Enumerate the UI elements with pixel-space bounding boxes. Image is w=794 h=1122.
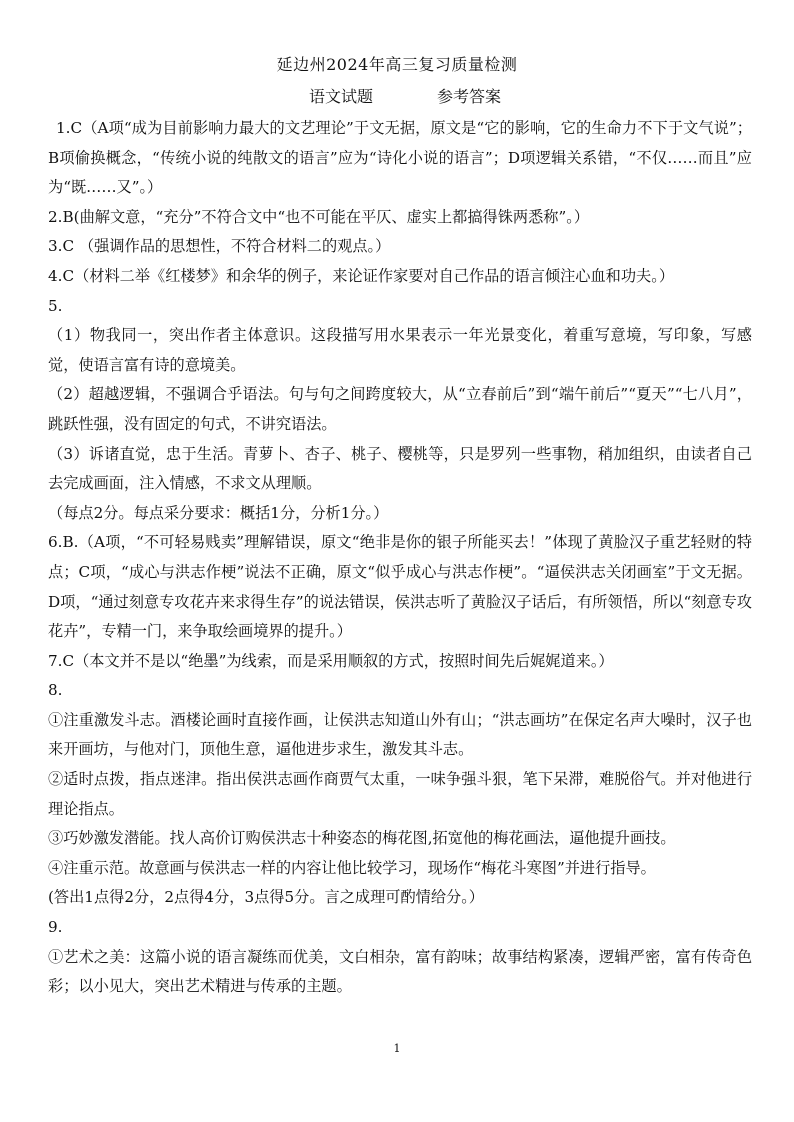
answer-q6: 6.B.（A项，“不可轻易贱卖”理解错误，原文“绝非是你的银子所能买去！”体现了黄脸汉子重艺轻财的特点；C项，“成心与洪志作梗”说法不正确，原文“似乎成心与洪志作梗”。“逼侯洪志关闭画室”于文无据。D项，“通过刻意专攻花卉来求得生存”的说法错误，侯洪志听了黄脸汉子话后，有所领悟，所以“刻意专攻花卉”，专精一门，来争取绘画境界的提升。） [48,533,752,641]
answer-q9-number: 9. [48,918,63,937]
answer-q5-scoring-note: （每点2分。每点采分要求：概括1分，分析1分。） [48,503,389,522]
answer-q5-point-1: （1）物我同一，突出作者主体意识。这段描写用水果表示一年光景变化，着重写意境，写印象，写感觉，使语言富有诗的意境美。 [48,326,752,374]
page-number: 1 [393,1042,401,1055]
answer-q8-point-3: ③巧妙激发潜能。找人高价订购侯洪志十种姿态的梅花图,拓宽他的梅花画法，逼他提升画技。 [48,829,676,848]
document-title: 延边州2024年高三复习质量检测 [276,55,518,74]
answer-q5-number: 5. [48,296,63,315]
answer-q5-point-3: （3）诉诸直觉，忠于生活。青萝卜、杏子、桃子、樱桃等，只是罗列一些事物，稍加组织，由读者自己去完成画面，注入情感，不求文从理顺。 [48,444,752,493]
answer-q4: 4.C（材料二举《红楼梦》和余华的例子，来论证作家要对自己作品的语言倾注心血和功夫。） [48,266,675,285]
answer-q8-point-1: ①注重激发斗志。酒楼论画时直接作画，让侯洪志知道山外有山；“洪志画坊”在保定名声大噪时，汉子也来开画坊，与他对门，顶他生意，逼他进步求生，激发其斗志。 [48,710,752,759]
answer-q8-number: 8. [48,681,63,700]
answer-q2: 2.B(曲解文意，“充分”不符合文中“也不可能在平仄、虚实上都搞得铢两悉称”。） [48,207,590,226]
answer-q3: 3.C （强调作品的思想性，不符合材料二的观点。） [48,237,391,256]
answer-key-label: 参考答案 [437,87,502,106]
answer-q8-scoring-note: (答出1点得2分，2点得4分，3点得5分。言之成理可酌情给分。） [48,888,484,907]
answer-q5-point-2: （2）超越逻辑，不强调合乎语法。句与句之间跨度较大，从“立春前后”到“端午前后”“夏天”“七八月”，跳跃性强，没有固定的句式，不讲究语法。 [48,385,752,433]
answer-q8-point-2: ②适时点拨，指点迷津。指出侯洪志画作商贾气太重，一味争强斗狠，笔下呆滞，难脱俗气。并对他进行理论指点。 [48,770,752,818]
answer-q8-point-4: ④注重示范。故意画与侯洪志一样的内容让他比较学习，现场作“梅花斗寒图”并进行指导。 [48,858,656,877]
answer-q1: 1.C（A项“成为目前影响力最大的文艺理论”于文无据，原文是“它的影响，它的生命力不下于文气说”；B项偷换概念，“传统小说的纯散文的语言”应为“诗化小说的语言”；D项逻辑关系错，“不仅……而且”应为“既……又”。） [48,119,752,197]
subject-label: 语文试题 [309,87,374,106]
answer-q9-point-1: ①艺术之美：这篇小说的语言凝练而优美，文白相杂，富有韵味；故事结构紧凑，逻辑严密，富有传奇色彩；以小见大，突出艺术精进与传承的主题。 [48,947,752,996]
answer-body [48,114,752,1002]
answer-q7: 7.C（本文并不是以“绝墨”为线索，而是采用顺叙的方式，按照时间先后娓娓道来。） [48,651,614,670]
